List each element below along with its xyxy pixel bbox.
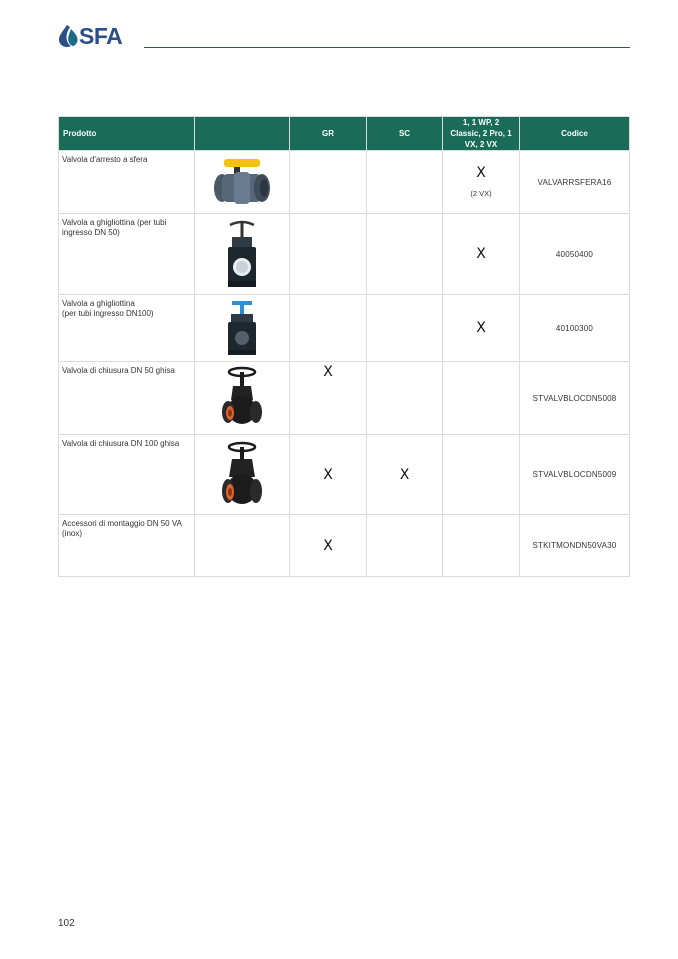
product-name: Valvola di chiusura DN 50 ghisa [59,362,195,435]
models-cell [443,214,520,295]
gr-cell [290,435,367,515]
sc-mark: X [399,466,410,483]
sc-cell [367,515,443,577]
product-code: STVALVBLOCDN5009 [520,435,630,515]
gr-mark: X [323,466,333,483]
gr-cell [290,362,367,435]
product-code: STKITMONDN50VA30 [520,515,630,577]
table-row [59,362,630,435]
models-note: (2 VX) [470,189,492,198]
product-code: 40050400 [520,214,630,295]
header-divider [144,47,630,48]
product-code: VALVARRSFERA16 [520,151,630,214]
product-image-cell [195,515,290,577]
product-name: Valvola di chiusura DN 100 ghisa [59,435,195,515]
product-image-cell [195,295,290,362]
sc-cell [367,151,443,214]
knife-gate-valve-blue-icon [222,298,262,358]
product-table [58,116,630,577]
page-number: 102 [58,918,75,929]
gr-cell [290,295,367,362]
table-row [59,214,630,295]
models-cell [443,515,520,577]
gate-valve-large-icon [219,441,265,509]
sc-cell [367,435,443,515]
gr-mark: X [323,364,333,380]
models-mark: X [476,320,486,336]
models-mark: X [476,165,486,181]
product-code: STVALVBLOCDN5008 [520,362,630,435]
brand-name: SFA [79,23,123,49]
column-header-models: 1, 1 WP, 2 Classic, 2 Pro, 1 VX, 2 VX [443,117,520,151]
table-row [59,295,630,362]
sc-cell [367,214,443,295]
models-cell [443,295,520,362]
product-name: Valvola a ghigliottina (per tubi ingresso DN100) [59,295,195,362]
water-drop-logo-icon [58,24,78,48]
product-image-cell [195,151,290,214]
product-name: Accessori di montaggio DN 50 VA (inox) [59,515,195,577]
sc-cell [367,362,443,435]
column-header-image [195,117,290,151]
gr-mark: X [323,537,333,554]
gr-cell [290,515,367,577]
product-image-cell [195,214,290,295]
product-name: Valvola d'arresto a sfera [59,151,195,214]
table-row [59,515,630,577]
table-row [59,435,630,515]
column-header-gr: GR [290,117,367,151]
column-header-code: Codice [520,117,630,151]
table-row [59,151,630,214]
models-cell [443,151,520,214]
gate-valve-icon [219,366,265,430]
models-cell [443,435,520,515]
models-mark: X [476,246,486,262]
product-code: 40100300 [520,295,630,362]
gr-cell [290,151,367,214]
sc-cell [367,295,443,362]
sfa-logo [58,24,122,48]
product-name: Valvola a ghigliottina (per tubi ingresso DN 50) [59,214,195,295]
page-header [58,24,630,50]
table-header-row [59,117,630,151]
ball-valve-icon [212,156,272,208]
column-header-product: Prodotto [59,117,195,151]
gr-cell [290,214,367,295]
column-header-sc: SC [367,117,443,151]
product-image-cell [195,435,290,515]
models-cell [443,362,520,435]
product-image-cell [195,362,290,435]
knife-gate-valve-icon [222,219,262,289]
